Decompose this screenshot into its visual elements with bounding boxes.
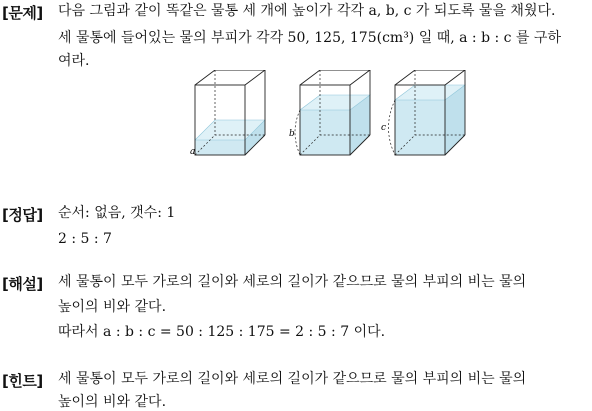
hint-line-2: 높이의 비와 같다. xyxy=(58,394,167,410)
answer-line-1: 순서: 없음, 갯수: 1 xyxy=(58,205,176,221)
problem-line-2: 세 물통에 들어있는 물의 부피가 각각 50, 125, 175(cm³) 일 때, a : b : c 를 구하 xyxy=(58,30,561,46)
explanation-tag: [해설] xyxy=(2,275,43,293)
answer-line-2: 2 : 5 : 7 xyxy=(58,231,112,247)
label-b: b xyxy=(289,129,295,139)
problem-line-1: 다음 그림과 같이 똑같은 물통 세 개에 높이가 각각 a, b, c 가 되도록 물을 채웠다. xyxy=(58,3,556,19)
label-c: c xyxy=(381,123,387,133)
container-b xyxy=(289,70,370,155)
explanation-line-1: 세 물통이 모두 가로의 길이와 세로의 길이가 같으므로 물의 부피의 비는 물의 xyxy=(58,274,527,290)
answer-tag: [정답] xyxy=(2,206,43,224)
problem-line-3: 여라. xyxy=(58,53,90,69)
hint-line-1: 세 물통이 모두 가로의 길이와 세로의 길이가 같으므로 물의 부피의 비는 물의 xyxy=(58,371,527,387)
container-figure xyxy=(190,70,470,170)
container-a xyxy=(190,70,265,157)
explanation-line-2: 높이의 비와 같다. xyxy=(58,299,167,315)
label-a: a xyxy=(190,147,196,157)
container-c xyxy=(381,70,465,155)
hint-tag: [힌트] xyxy=(2,372,43,390)
problem-tag: [문제] xyxy=(2,4,43,22)
explanation-line-3: 따라서 a : b : c = 50 : 125 : 175 = 2 : 5 : 7 이다. xyxy=(58,324,386,340)
